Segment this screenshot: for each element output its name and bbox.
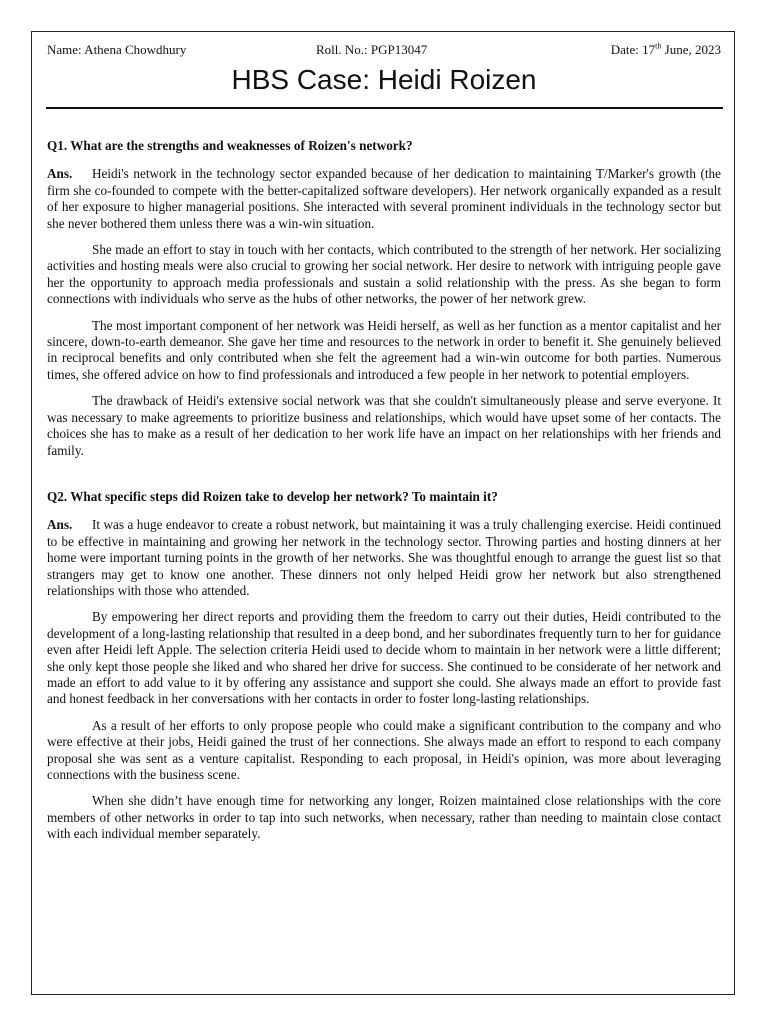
submission-date [611, 42, 721, 58]
student-name: Name: Athena Chowdhury [47, 42, 187, 57]
question-1: Q1. What are the strengths and weaknesses of Roizen's network? [47, 138, 413, 153]
q1-paragraph: The most important component of her network was Heidi herself, as well as her function as a mentor capitalist and her sincere, down-to-earth demeanor. She gave her time and resources to the network in order to benefit it. She genuinely believed in reciprocal benefits and only contributed when she felt the agreement had a win-win outcome for both parties. Numerous times, she offered advice on how to find professionals and introduced a few people in her network to potential employers. [47, 317, 721, 382]
q1-answer-paragraph [47, 166, 721, 232]
document-title: HBS Case: Heidi Roizen [231, 64, 537, 95]
date-suffix: June, 2023 [661, 42, 721, 57]
q2-answer-text: It was a huge endeavor to create a robust network, but maintaining it was a truly challenging exercise. Heidi continued to be effective in maintaining and growing her network in the technology sector. Throwing parties and hosting dinners at her home were important turning points in the growth of her networks. She was thoughtful enough to arrange the guest list so that strangers may get to know one another. These dinners not only helped Heidi grow her network but also strengthened relationships with those who attended. [47, 517, 721, 598]
question-2: Q2. What specific steps did Roizen take to develop her network? To maintain it? [47, 488, 498, 504]
q1-paragraph: She made an effort to stay in touch with her contacts, which contributed to the strength of her network. Her socializing activities and hosting meals were also crucial to growing her social network. Her desire to network with intriguing people gave her the opportunity to approach media professionals and sustain a solid relationship with the press. As she began to form connections with individuals who serve as the hubs of other networks, the power of her network grew. [47, 242, 721, 307]
q1-answer-text: Heidi's network in the technology sector expanded because of her dedication to maintaining T/Marker's growth (the firm she co-founded to compete with the better-capitalized software developers). Her network organically expanded as a result of her exposure to higher managerial positions. She interacted with several prominent individuals in the technology sector but she never bothered them unless there was a win-win situation. [47, 166, 721, 231]
q2-answer-paragraph [47, 517, 721, 599]
document-body [47, 138, 721, 853]
document-header [47, 42, 721, 62]
q2-paragraph: When she didn’t have enough time for networking any longer, Roizen maintained close relationships with the core members of other networks in order to tap into such networks, when necessary, rather than needing to maintain close contact with each individual member separately. [47, 793, 721, 842]
q2-paragraph: By empowering her direct reports and providing them the freedom to carry out their duties, Heidi contributed to the development of a long-lasting relationship that resulted in a deep bond, and her subordinates frequently turn to her for guidance even after Heidi left Apple. The selection criteria Heidi used to decide whom to maintain in her network were a little different; she only kept those people she liked and who shared her drive for success. She continued to be considerate of her network and made an effort to add value to it by offering any assistance and support she could. She always made an effort to provide fast and honest feedback in her conversations with her contacts in order to foster long-lasting relationships. [47, 609, 721, 707]
date-prefix: Date: 17 [610, 42, 656, 57]
roll-number: Roll. No.: PGP13047 [316, 42, 428, 57]
date-ordinal: th [655, 41, 662, 51]
q2-paragraph: As a result of her efforts to only propose people who could make a significant contribution to the company and who were effective at their jobs, Heidi gained the trust of her connections. She always made an effort to respond to each company proposal she was sent as a venture capitalist. Responding to each proposal, in Heidi's opinion, was more about leveraging connections with the business scene. [47, 717, 721, 782]
answer-label: Ans. [47, 166, 73, 182]
title-divider [46, 107, 723, 109]
q1-paragraph: The drawback of Heidi's extensive social network was that she couldn't simultaneously please and serve everyone. It was necessary to make agreements to prioritize business and relationships, which would have upset some of her contacts. The choices she has to make as a result of her dedication to her work life have an impact on her relationships with her friends and family. [47, 393, 721, 458]
answer-label: Ans. [47, 517, 73, 533]
